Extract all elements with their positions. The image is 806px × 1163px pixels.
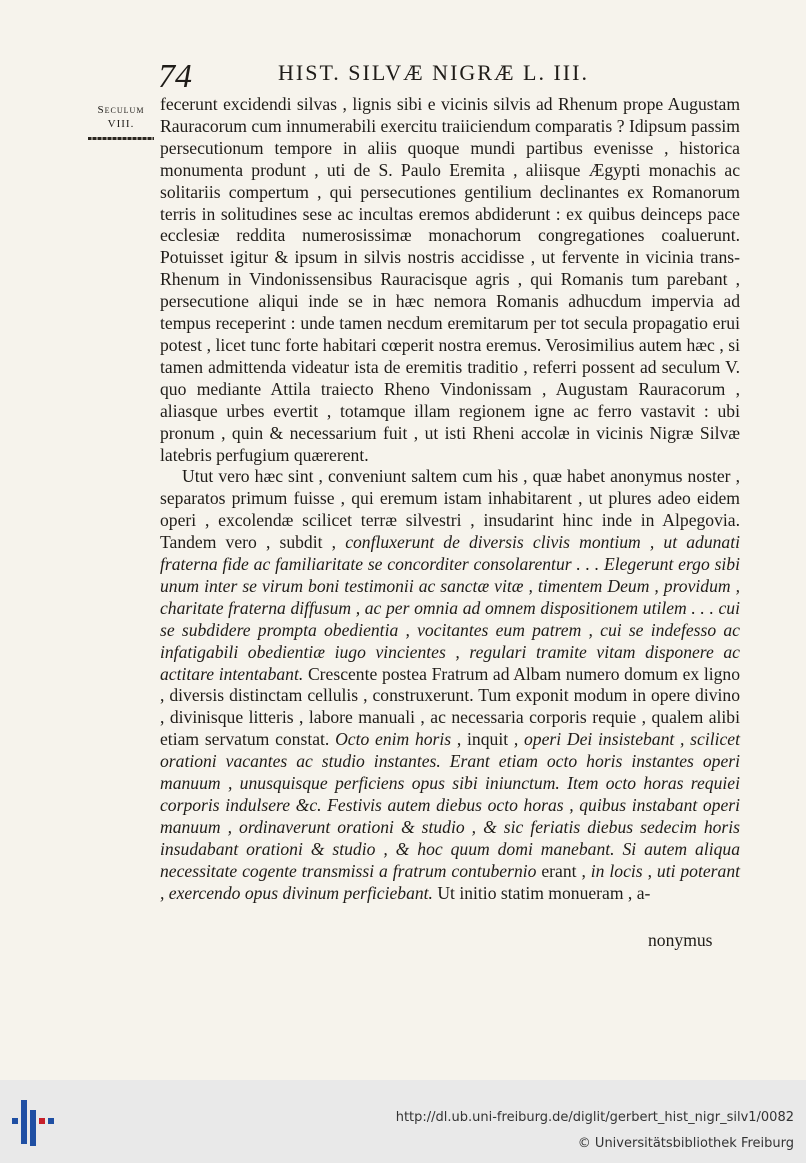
italic-quotation: in locis: [590, 860, 643, 881]
text-run: fecerunt excidendi silvas , lignis sibi e vicinis silvis ad Rhenum prope Augustam Rauracorum cum innumerabili exercitu traiiciendum comparatis ? Idipsum passim persecutionum tempore in aliis quoque mundi partibus evenisse , historica monumenta produnt , uti de S. Paulo Eremita , aliisque Ægypti monachis ac solitariis compertum , qui persecutiones gentilium declinantes ex Romanorum terris in solitudines sese ac incultas eremos abdiderunt : ex quibus deinceps pace ecclesiæ reddita numerosissimæ monachorum congregationes coaluerunt. Potuisset igitur & ipsum in silvis nostris accidisse , ut fervente in vicinia trans-Rhenum in Vindonissensibus Rauracisque agris , qui Romanis tum parebant , persecutione aliqui inde se in hæc nemora Romanis adhucdum impervia ad tempus receperint : unde tamen necdum eremitarum per tot secula propagatio erui potest , licet tunc forte habitari cœperit nostra eremus. Verosimilius autem hæc , si tamen admittenda videatur ista de eremitis traditio , referri possent ad seculum V. quo mediante Attila traiecto Rheno Vindonissam , Augustam Rauracorum , aliasque urbes evertit , totamque illam regionem igne ac ferro vastavit : ubi pronum , quin & necessarium fuit , ut isti Rheni accolæ in vicinis Nigræ Silvæ latebris perfugium quærerent.: [160, 94, 740, 465]
text-run: , inquit ,: [451, 729, 524, 750]
body-text: [160, 94, 740, 905]
copyright-notice: © Universitätsbibliothek Freiburg: [577, 1136, 794, 1151]
catchword: nonymus: [648, 930, 713, 950]
text-run: Ut initio statim monueram , a-: [432, 882, 651, 903]
italic-quotation: uti poterant , exercendo opus divinum perficiebant.: [160, 860, 741, 903]
paragraph: [160, 94, 740, 466]
library-logo-icon: [12, 1096, 54, 1148]
italic-quotation: Octo enim horis: [335, 729, 452, 750]
margin-note-century: VIII.: [107, 118, 135, 130]
text-run: Utut vero hæc sint , conveniunt saltem cum his , quæ habet anonymus noster , separatos primum fuisse , qui eremum istam inhabitarent , ut plures adeo eidem operi , excolendæ scilicet terræ silvestri , insudarint hinc inde in Alpegovia. Tandem vero , subdit ,: [160, 466, 740, 553]
viewer-footer: [0, 1080, 806, 1163]
paragraph: [160, 466, 740, 904]
permalink-url[interactable]: http://dl.ub.uni-freiburg.de/diglit/gerbert_hist_nigr_silv1/0082: [395, 1110, 794, 1125]
margin-ornament-rule: [88, 137, 154, 140]
page-number: 74: [158, 58, 192, 95]
text-run: Crescente postea Fratrum ad Albam numero domum ex ligno , diversis distinctam cellulis , construxerunt. Tum exponit modum in opere divino , divinisque litteris , labore manuali , ac necessaria corporis requie , qualem alibi etiam servatum constat.: [160, 663, 741, 750]
italic-quotation: confluxerunt de diversis clivis montium , ut adunati fraterna fide ac familiaritate se concorditer consolarentur . . . Elegerunt ergo sibi unum inter se virum boni testimonii ac sanctæ vitæ , timentem Deum , providum , charitate fraterna diffusum , ac per omnia ad omnem dispositionem utilem . . . cui se subdidere prompta obedientia , vocitantes eum patrem , cui se indefesso ac infatigabili obedientiæ iugo vincientes , regulari tramite vitam disponere ac actitare intentabant.: [160, 532, 740, 684]
margin-note-label: Seculum: [97, 104, 145, 116]
italic-quotation: operi Dei insistebant , scilicet orationi vacantes ac studio instantes. Erant etiam octo horis instantes operi manuum , unusquisque perficiens opus sibi iniunctum. Item octo horas requiei corporis indulsere &c. Festivis autem diebus octo horas , quibus instabant operi manuum , ordinaverunt orationi & studio , & sic feriatis diebus sedecim horis insudabant orationi & studio , & hoc quum domi manebant. Si autem aliqua necessitate cogente transmissi a fratrum contubernio: [160, 729, 741, 881]
margin-note: [86, 103, 156, 140]
text-run: erant ,: [536, 860, 591, 881]
text-run: ,: [642, 860, 657, 881]
running-title: HIST. SILVÆ NIGRÆ L. III.: [278, 60, 589, 85]
